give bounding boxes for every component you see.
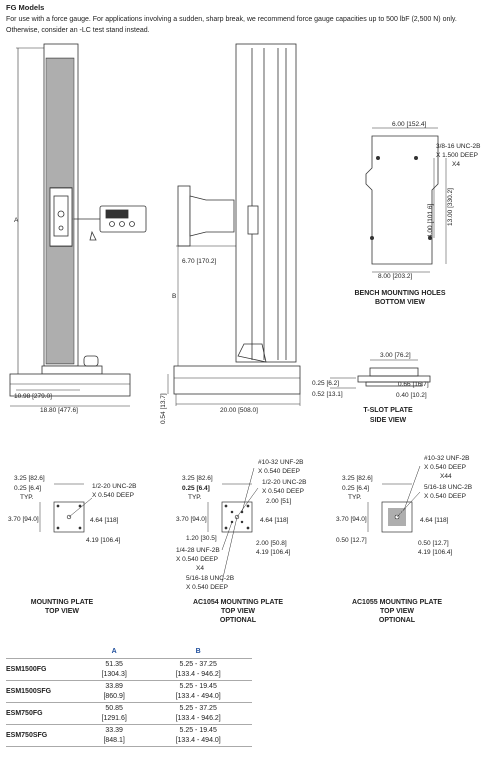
bench-dim-thread-qty: X4 <box>452 161 460 168</box>
ac1055-caption-1: AC1055 MOUNTING PLATE <box>351 599 443 606</box>
dim-a-cell <box>84 659 144 681</box>
ac1055-dim-thread-a-qty: X44 <box>440 473 452 480</box>
crosshead-side <box>190 196 234 236</box>
model-name: ESM1500SFG <box>6 681 84 703</box>
specs-header-row <box>6 645 252 659</box>
dim-b-in: 5.25 - 37.25 <box>179 661 217 668</box>
dim-a-mm: [1291.6] <box>101 714 127 722</box>
ac1054-dim-spacing-b: 2.00 [50.8] <box>256 540 287 547</box>
plate-basic-outline <box>40 484 92 532</box>
ac1055-dim-height: 3.70 [94.0] <box>336 516 367 523</box>
ac1054-dim-thread-d: 5/16-18 UNC-2B <box>186 575 235 582</box>
ac1054-caption-1: AC1054 MOUNTING PLATE <box>192 599 284 606</box>
plate-basic-dim-thread: 1/2-20 UNC-2B <box>92 483 137 490</box>
dim-a-mm: [860.9] <box>103 692 125 700</box>
ac1054-dim-width: 3.25 [82.6] <box>182 475 213 482</box>
bench-caption-1: BENCH MOUNTING HOLES <box>354 290 446 297</box>
plate-ac1055-outline <box>368 466 420 532</box>
ac1054-dim-spacing: 2.00 [51] <box>266 498 292 505</box>
gauge-side <box>178 186 190 246</box>
bench-caption-2: BOTTOM VIEW <box>374 299 426 306</box>
gauge-display <box>106 210 128 218</box>
plate-basic-dim-typ: TYP. <box>20 494 34 501</box>
dim-b-mm: [133.4 - 946.2] <box>175 670 221 678</box>
bench-dim-bottom: 8.00 [203.2] <box>378 273 413 280</box>
ac1054-dim-height: 3.70 [94.0] <box>176 516 207 523</box>
ac1055-dim-typ: TYP. <box>348 494 362 501</box>
plate-basic-dim-thread-depth: X 0.540 DEEP <box>92 492 134 499</box>
ac1054-dim-center: 4.64 [118] <box>260 517 289 524</box>
plate-basic-caption-1: MOUNTING PLATE <box>30 599 94 606</box>
ac1054-dim-bottom: 4.19 [106.4] <box>256 549 291 556</box>
dim-front-width: 18.80 [477.6] <box>40 407 78 414</box>
plate-basic-dim-center: 4.64 [118] <box>90 517 119 524</box>
dim-a-in: 33.89 <box>105 683 123 690</box>
ac1054-caption-3: OPTIONAL <box>219 617 257 624</box>
dim-a-cell <box>84 725 144 747</box>
dim-reach: 6.70 [170.2] <box>182 258 217 265</box>
tslot-dim-top: 3.00 [76.2] <box>380 352 411 359</box>
specs-table <box>6 645 252 747</box>
dim-b-cell <box>144 725 252 747</box>
ac1054-dim-thread-c-qty: X4 <box>196 565 204 572</box>
ac1055-dim-bottom: 4.19 [106.4] <box>418 549 453 556</box>
ac1055-dim-thread-b: 5/16-18 UNC-2B <box>424 484 473 491</box>
tslot-dim-left-a: 0.25 [6.2] <box>312 380 340 387</box>
tslot-caption-1: T-SLOT PLATE <box>363 407 413 414</box>
dim-label-b: B <box>172 293 177 300</box>
model-name: ESM750FG <box>6 703 84 725</box>
dim-depth: 20.00 [508.0] <box>220 407 258 414</box>
front-view <box>10 44 146 406</box>
plate-basic-dim-edge: 0.25 [6.4] <box>14 485 42 492</box>
ac1055-dim-center: 4.64 [118] <box>420 517 449 524</box>
plate-basic-caption-2: TOP VIEW <box>45 608 79 615</box>
dim-a-in: 50.85 <box>105 705 123 712</box>
ac1054-dim-thread-a-depth: X 0.540 DEEP <box>258 468 300 475</box>
table-row <box>6 681 252 703</box>
dim-b-mm: [133.4 - 494.0] <box>175 736 221 744</box>
bench-dim-thread: 3/8-16 UNC-2B <box>436 143 481 150</box>
dim-a-mm: [1304.3] <box>101 670 127 678</box>
ac1054-dim-thread-d-depth: X 0.540 DEEP <box>186 584 228 591</box>
tslot-dim-right-b: 0.40 [10.2] <box>396 392 427 399</box>
ac1054-dim-thread-b: 1/2-20 UNC-2B <box>262 479 307 486</box>
ac1055-dim-thread-b-depth: X 0.540 DEEP <box>424 493 466 500</box>
ac1055-dim-edge-left: 0.50 [12.7] <box>336 537 367 544</box>
ac1054-dim-thread-b-depth: X 0.540 DEEP <box>262 488 304 495</box>
dim-b-in: 5.25 - 19.45 <box>179 683 217 690</box>
tslot-dim-left-b: 0.52 [13.1] <box>312 391 343 398</box>
ac1055-caption-2: TOP VIEW <box>380 608 414 615</box>
dim-a-cell <box>84 703 144 725</box>
tslot-caption-2: SIDE VIEW <box>369 417 407 424</box>
table-row <box>6 659 252 681</box>
dim-b-in: 5.25 - 37.25 <box>179 705 217 712</box>
plate-basic-dim-height: 3.70 [94.0] <box>8 516 39 523</box>
dim-a-cell <box>84 681 144 703</box>
ac1054-dim-thread-c: 1/4-28 UNF-2B <box>176 547 220 554</box>
model-name: ESM750SFG <box>6 725 84 747</box>
model-name: ESM1500FG <box>6 659 84 681</box>
dim-a-in: 33.39 <box>105 727 123 734</box>
dim-a-mm: [848.1] <box>103 736 125 744</box>
ac1055-caption-3: OPTIONAL <box>378 617 416 624</box>
dim-b-in: 5.25 - 19.45 <box>179 727 217 734</box>
specs-header-b: B <box>195 648 201 655</box>
bench-dim-vert-short: 4.00 [101.6] <box>427 203 434 238</box>
dim-base-height: 0.54 [13.7] <box>160 393 167 424</box>
bench-dim-thread-depth: X 1.500 DEEP <box>436 152 478 159</box>
ac1055-dim-thread-a-depth: X 0.540 DEEP <box>424 464 466 471</box>
ac1055-dim-thread-a: #10-32 UNF-2B <box>424 455 470 462</box>
ac1054-dim-typ: TYP. <box>188 494 202 501</box>
dim-front-inner: 10.98 [279.0] <box>14 393 52 400</box>
ac1055-dim-edge-right: 0.50 [12.7] <box>418 540 449 547</box>
specs-header-model <box>6 645 84 659</box>
ac1055-dim-width: 3.25 [82.6] <box>342 475 373 482</box>
dim-b-mm: [133.4 - 946.2] <box>175 714 221 722</box>
dim-b-cell <box>144 659 252 681</box>
ac1055-dim-edge: 0.25 [6.4] <box>342 485 370 492</box>
ac1054-dim-thread-c-depth: X 0.540 DEEP <box>176 556 218 563</box>
dim-label-a: A <box>14 217 19 224</box>
table-row <box>6 725 252 747</box>
ac1054-caption-2: TOP VIEW <box>221 608 255 615</box>
dim-a-in: 51.35 <box>105 661 123 668</box>
plate-basic-dim-width: 3.25 [82.6] <box>14 475 45 482</box>
bench-holes-outline <box>366 128 446 272</box>
side-base <box>174 366 300 394</box>
plate-ac1054-outline <box>208 468 258 582</box>
plate-basic-dim-bottom: 4.19 [106.4] <box>86 537 121 544</box>
dim-b-mm: [133.4 - 494.0] <box>175 692 221 700</box>
intro-text: For use with a force gauge. For applications involving a sudden, sharp break, we recommend force gauge capacities up to 500 lbF (2,500 N) only. Otherwise, consider an -LC test stand instead. <box>6 16 457 34</box>
dim-b-cell <box>144 681 252 703</box>
table-row <box>6 703 252 725</box>
side-view <box>168 44 300 406</box>
ac1054-dim-thread-a: #10-32 UNF-2B <box>258 459 304 466</box>
bench-dim-top: 6.00 [152.4] <box>392 121 427 128</box>
bench-dim-vert-long: 13.00 [330.2] <box>447 188 454 226</box>
specs-header-a: A <box>111 648 117 655</box>
ac1054-dim-edge: 0.25 [6.4] <box>182 485 210 492</box>
page-title: FG Models <box>6 3 45 12</box>
dim-b-cell <box>144 703 252 725</box>
tslot-dim-right-a: 0.66 [16.7] <box>398 381 429 388</box>
ac1054-dim-small: 1.20 [30.5] <box>186 535 217 542</box>
